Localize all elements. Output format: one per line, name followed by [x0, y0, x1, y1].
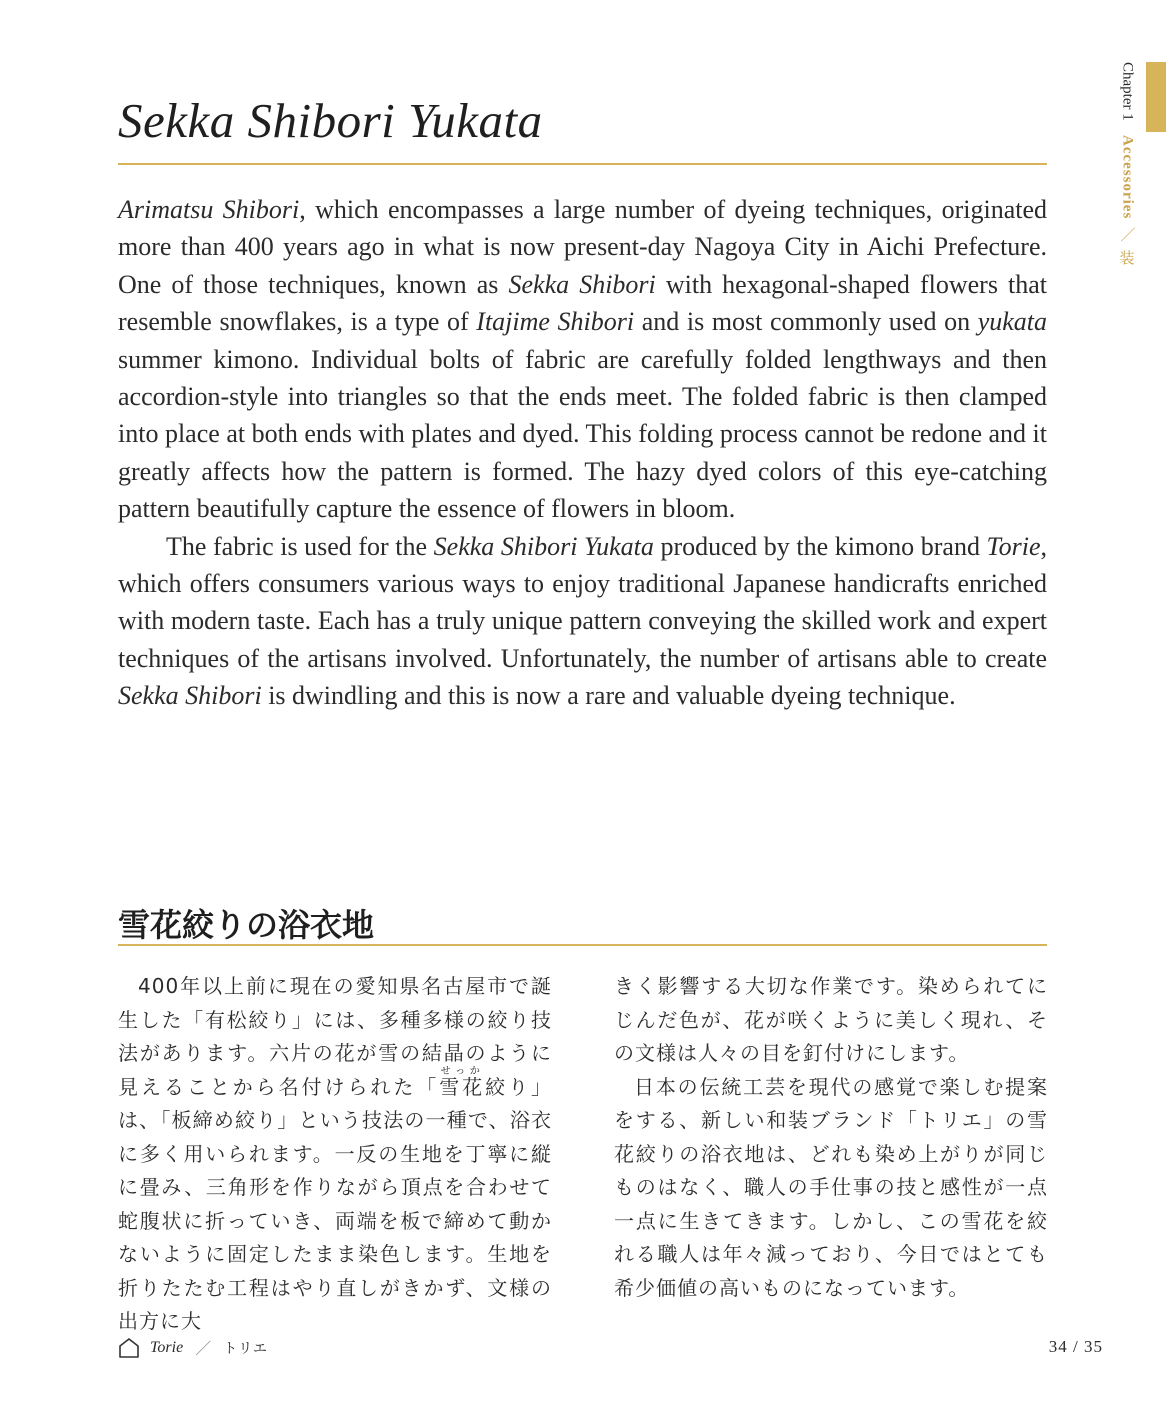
footer	[118, 1336, 268, 1359]
ruby-base: 雪花	[439, 1074, 486, 1099]
text-run: , which encompasses a large number of dyeing techniques, originated more than 400 years ago in what is now present-day Nagoya City in Aichi Prefecture. One of those techniques, known as	[118, 195, 1047, 299]
italic-term: Sekka Shibori Yukata	[433, 531, 654, 561]
section-label-jp: 装	[1117, 250, 1136, 266]
italic-term: Sekka Shibori	[118, 681, 262, 711]
italic-term: Torie	[986, 531, 1041, 561]
italic-term: Itajime Shibori	[476, 307, 635, 337]
japanese-heading: 雪花絞りの浴衣地	[118, 906, 375, 944]
italic-term: Arimatsu Shibori	[118, 195, 300, 224]
chapter-tab[interactable]	[1146, 62, 1166, 132]
english-paragraph-2	[118, 528, 1047, 715]
italic-term: yukata	[977, 307, 1047, 337]
japanese-paragraph-2: 日本の伝統工芸を現代の感覚で楽しむ提案をする、新しい和装ブランド「トリエ」の雪花絞りの浴衣地は、どれも染め上がりが同じものはなく、職人の手仕事の技と感性が一点一点に生きてきます。しかし、この雪花を絞れる職人は年々減っており、今日ではとても希少価値の高いものになっています。	[614, 1074, 1048, 1300]
text-run: , which offers consumers various ways to enjoy traditional Japanese handicrafts enriched with modern taste. Each has a truly unique pattern conveying the skilled work and expert techniques of the artisans involved. Unfortunately, the number of artisans able to create	[118, 531, 1047, 673]
text-run: summer kimono. Individual bolts of fabric are carefully folded lengthways and then accordion-style into triangles so that the ends meet. The folded fabric is then clamped into place at both ends with plates and dyed. This folding process cannot be redone and it greatly affects how the pattern is formed. The hazy dyed colors of this eye-catching pattern beautifully capture the essence of flowers in bloom.	[118, 344, 1047, 524]
title-rule	[118, 163, 1047, 165]
english-paragraph-1	[118, 191, 1047, 528]
footer-brand: Torie	[150, 1338, 184, 1356]
text-run: produced by the kimono brand	[653, 531, 987, 561]
japanese-text: 400年以上前に現在の愛知県名古屋市で誕生した「有松絞り」には、多種多様の絞り技法があります。六片の花が雪の結晶のように見えることから名付けられた「	[118, 974, 552, 1099]
japanese-text: 絞り」は、「板締め絞り」という技法の一種で、浴衣に多く用いられます。一反の生地を丁寧に縦に畳み、三角形を作りながら頂点を合わせて蛇腹状に折っていき、両端を板で締めて動かないように固定したまま染色します。生地を折りたたむ工程はやり直しがきかず、文様の出方に大	[118, 1074, 553, 1333]
furigana-sekka	[439, 1065, 486, 1099]
text-run: and is most commonly used on	[634, 307, 978, 337]
section-label: Accessories	[1119, 134, 1136, 220]
japanese-paragraph-1	[118, 970, 552, 1339]
home-icon[interactable]	[118, 1337, 140, 1359]
section-separator: ／	[1118, 227, 1135, 243]
chapter-side-label	[1112, 62, 1142, 265]
japanese-column-right	[614, 970, 1048, 1305]
footer-separator: ／	[195, 1341, 212, 1358]
english-body	[118, 191, 1047, 715]
footer-brand-jp: トリエ	[223, 1340, 268, 1357]
text-run: The fabric is used for the	[166, 531, 434, 561]
japanese-heading-rule	[118, 944, 1047, 946]
text-run: with hexagonal-shaped flowers that resemble snowflakes, is a type of	[118, 269, 1048, 337]
japanese-paragraph-1-cont: きく影響する大切な作業です。染められてにじんだ色が、花が咲くように美しく現れ、その文様は人々の目を釘付けにします。	[614, 974, 1048, 1065]
japanese-column-left	[118, 970, 552, 1339]
page-numbers: 34 / 35	[1048, 1337, 1103, 1356]
ruby-reading: せっか	[439, 1065, 484, 1077]
text-run: is dwindling and this is now a rare and valuable dyeing technique.	[261, 681, 956, 711]
chapter-label: Chapter 1	[1119, 62, 1136, 121]
page-title: Sekka Shibori Yukata	[118, 93, 543, 148]
italic-term: Sekka Shibori	[508, 269, 656, 299]
